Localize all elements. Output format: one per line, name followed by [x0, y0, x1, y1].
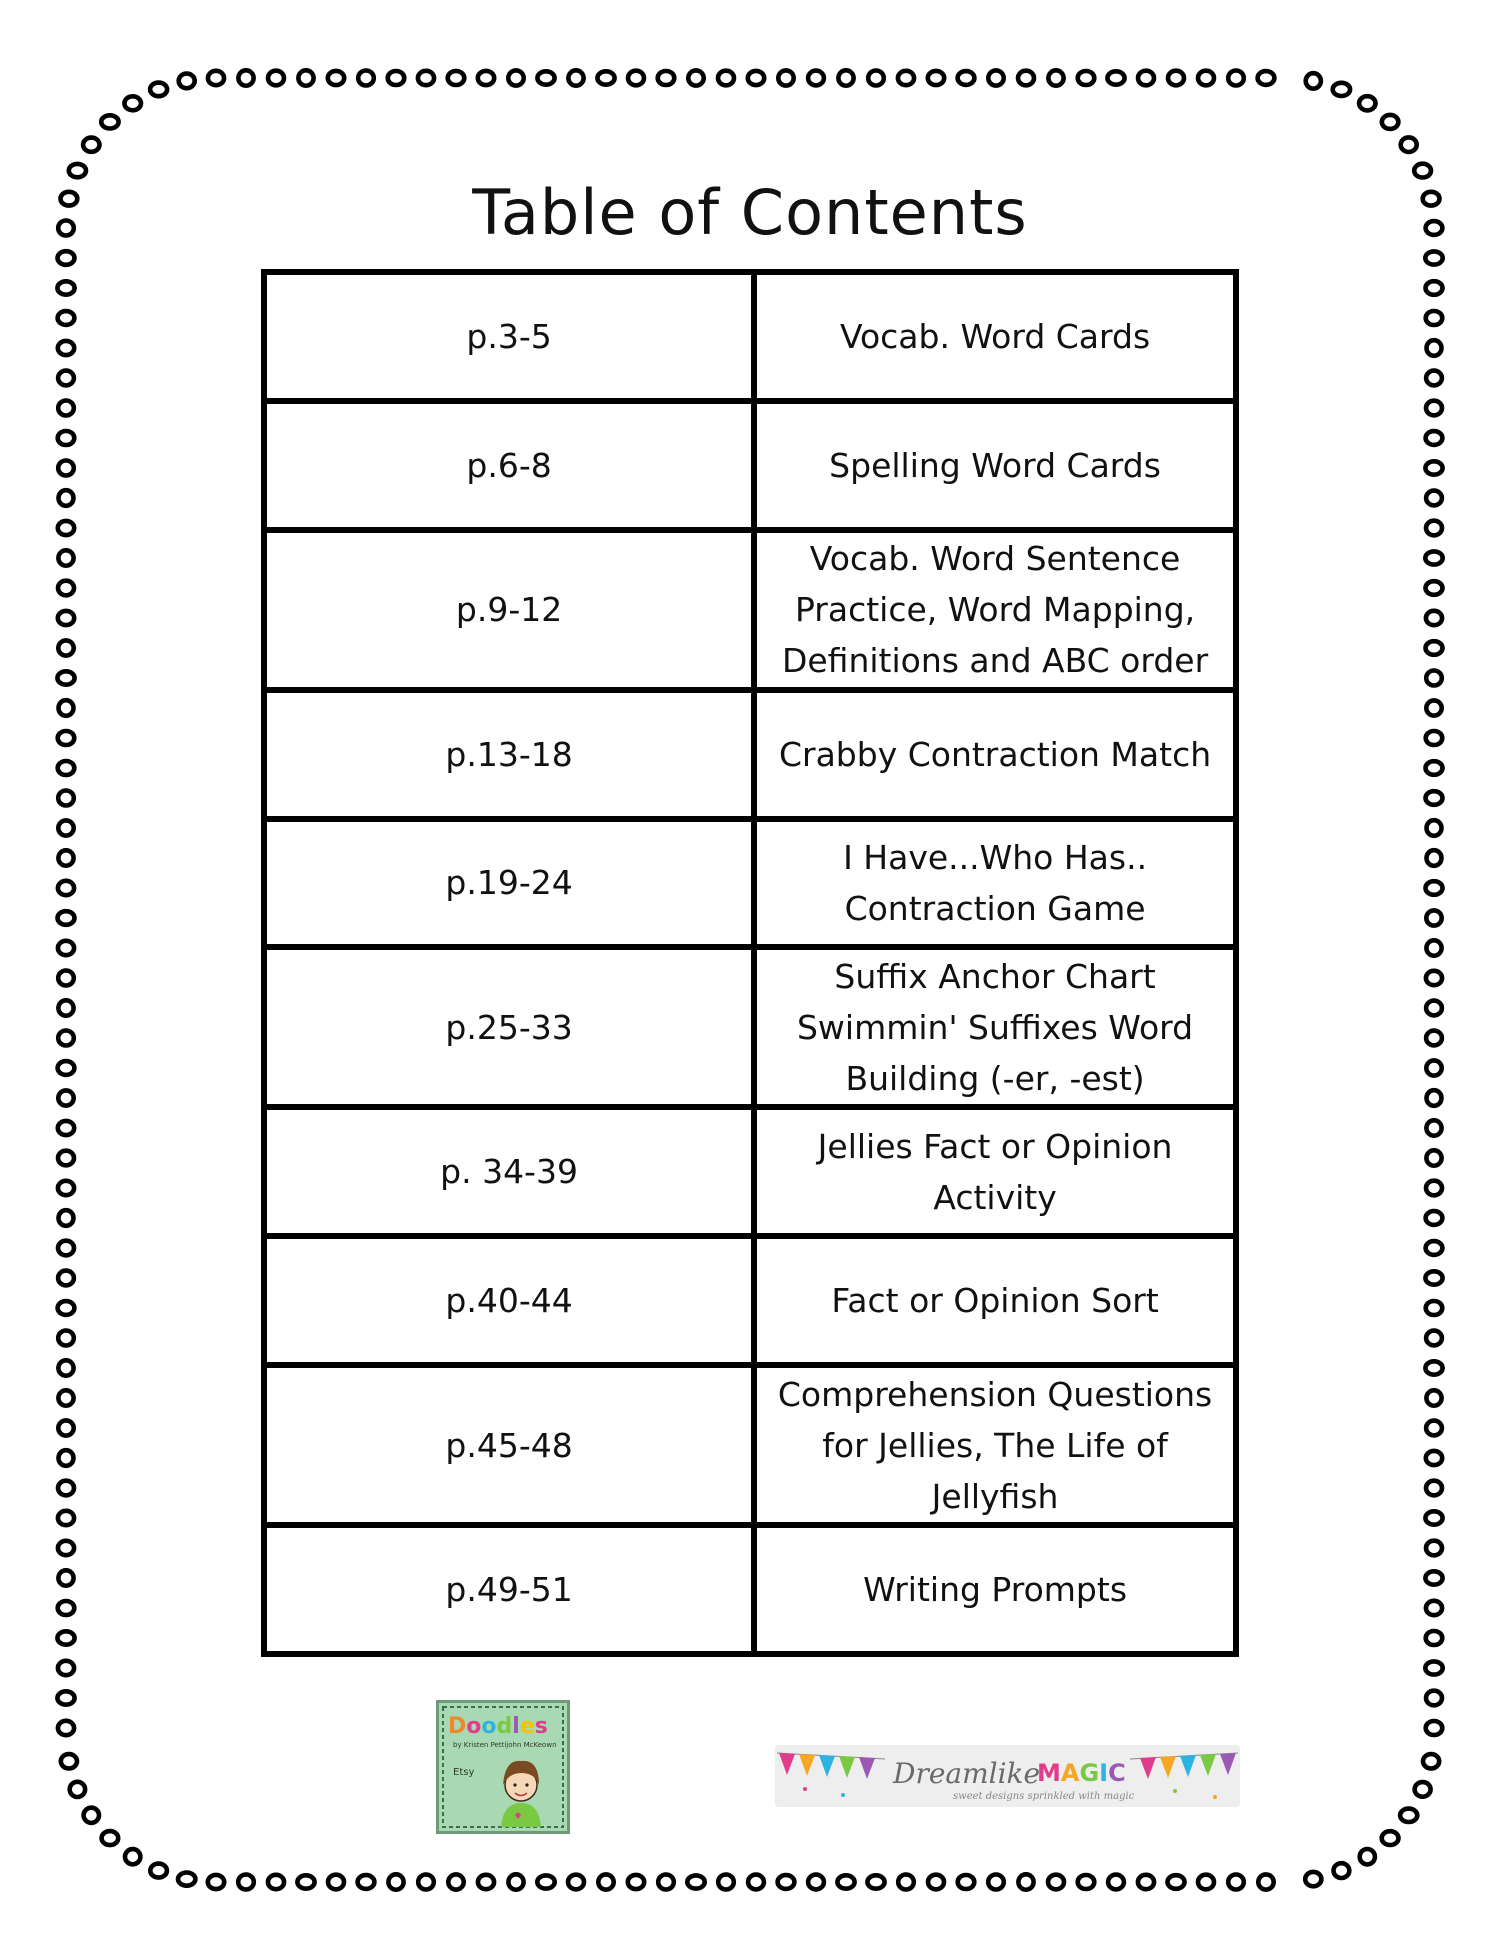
border-dot	[418, 1875, 434, 1890]
border-dot	[748, 71, 764, 85]
description-cell: Fact or Opinion Sort	[754, 1236, 1236, 1365]
border-dot	[58, 1241, 74, 1256]
border-dot	[1306, 73, 1321, 88]
border-dot	[358, 71, 374, 86]
border-dot	[58, 1151, 74, 1166]
border-dot	[1048, 70, 1063, 85]
border-dot	[1198, 1875, 1214, 1890]
border-dot	[298, 70, 313, 85]
border-dot	[58, 1481, 74, 1496]
border-dot	[1048, 1875, 1064, 1890]
border-dot	[58, 1000, 73, 1015]
border-dot	[179, 74, 195, 89]
border-dot	[1426, 401, 1442, 416]
border-dot	[537, 71, 554, 84]
border-dot	[1415, 1782, 1431, 1797]
border-dot	[1427, 1090, 1442, 1106]
description-cell: Spelling Word Cards	[754, 401, 1236, 530]
border-dot	[988, 1875, 1004, 1890]
border-dot	[1400, 1809, 1417, 1822]
description-cell: Writing Prompts	[754, 1525, 1236, 1654]
border-dot	[238, 1875, 254, 1890]
border-dot	[1426, 1721, 1443, 1735]
border-dot	[1108, 1875, 1124, 1890]
border-dot	[57, 1691, 74, 1704]
border-dot	[1426, 1421, 1442, 1436]
border-dot	[58, 1181, 74, 1195]
border-dot	[58, 1420, 73, 1435]
table-row	[264, 1525, 1236, 1654]
border-dot	[418, 71, 434, 85]
border-dot	[58, 1390, 73, 1405]
border-dot	[1426, 281, 1443, 295]
border-dot	[448, 1874, 463, 1889]
border-dot	[58, 971, 74, 986]
border-dot	[1426, 1691, 1442, 1706]
border-dot	[1426, 1181, 1442, 1196]
border-dot	[1426, 491, 1442, 506]
border-dot	[58, 1031, 74, 1046]
border-dot	[1426, 1211, 1443, 1225]
border-dot	[1426, 431, 1443, 445]
border-dot	[1426, 1481, 1442, 1496]
border-dot	[1018, 1874, 1033, 1889]
page-range-cell: p.3-5	[264, 272, 754, 401]
table-row	[264, 1236, 1236, 1365]
border-dot	[1426, 1001, 1442, 1016]
border-dot	[1427, 850, 1442, 866]
border-dot	[928, 71, 944, 85]
border-dot	[1426, 1120, 1441, 1135]
border-dot	[58, 761, 75, 775]
border-dot	[58, 1360, 73, 1375]
border-dot	[58, 1061, 75, 1075]
border-dot	[268, 1875, 284, 1889]
border-dot	[628, 71, 644, 86]
border-dot	[1138, 71, 1154, 86]
description-cell: Vocab. Word Sentence Practice, Word Mapping, Definitions and ABC order	[754, 530, 1236, 690]
border-dot	[1333, 83, 1350, 96]
border-dot	[1414, 164, 1431, 178]
svg-text:Doodles: Doodles	[448, 1714, 548, 1739]
svg-text:Etsy: Etsy	[453, 1767, 475, 1778]
border-dot	[688, 70, 703, 85]
border-dot	[58, 311, 75, 325]
page-range-cell: p.45-48	[264, 1365, 754, 1525]
table-row	[264, 530, 1236, 690]
border-dot	[268, 71, 284, 86]
border-dot	[1426, 1601, 1442, 1615]
border-dot	[1426, 1241, 1443, 1255]
border-dot	[150, 1864, 167, 1878]
border-dot	[658, 71, 675, 85]
border-dot	[1426, 521, 1442, 536]
border-dot	[58, 820, 73, 835]
page-range-cell: p.25-33	[264, 947, 754, 1107]
border-dot	[1426, 700, 1441, 715]
border-dot	[1359, 96, 1375, 110]
border-dot	[1426, 641, 1443, 655]
doodles-logo-art	[439, 1703, 567, 1831]
border-dot	[508, 1874, 523, 1889]
svg-text:MAGIC: MAGIC	[1037, 1759, 1126, 1787]
border-dot	[59, 490, 74, 506]
border-dot	[1425, 461, 1442, 474]
border-dot	[1426, 581, 1443, 595]
description-cell: I Have...Who Has.. Contraction Game	[754, 819, 1236, 948]
border-dot	[928, 1875, 944, 1890]
border-dot	[1107, 71, 1124, 84]
description-cell: Crabby Contraction Match	[754, 690, 1236, 819]
description-cell: Comprehension Questions for Jellies, The Life of Jellyfish	[754, 1365, 1236, 1525]
border-dot	[1382, 115, 1399, 129]
border-dot	[1426, 1390, 1441, 1405]
border-dot	[58, 1661, 74, 1675]
table-row	[264, 272, 1236, 401]
border-dot	[1426, 940, 1441, 955]
border-dot	[1426, 1301, 1443, 1315]
border-dot	[58, 431, 75, 445]
border-dot	[1427, 820, 1442, 836]
border-dot	[57, 1631, 74, 1644]
border-dot	[1078, 1875, 1095, 1889]
border-dot	[958, 71, 975, 85]
border-dot	[58, 1271, 74, 1286]
border-dot	[1425, 1361, 1442, 1374]
border-dot	[58, 640, 73, 655]
border-dot	[898, 1875, 914, 1890]
border-dot	[57, 671, 74, 684]
page-range-cell: p.49-51	[264, 1525, 754, 1654]
description-cell: Suffix Anchor Chart Swimmin' Suffixes Word Building (-er, -est)	[754, 947, 1236, 1107]
border-dot	[58, 251, 75, 265]
border-dot	[958, 1875, 975, 1889]
border-dot	[1426, 1541, 1442, 1556]
border-dot	[1426, 910, 1441, 925]
border-dot	[58, 1301, 75, 1315]
border-dot	[388, 1874, 403, 1889]
border-dot	[1426, 971, 1442, 985]
border-dot	[238, 70, 253, 85]
border-dot	[57, 281, 74, 294]
border-dot	[1426, 1060, 1441, 1075]
border-dot	[58, 1570, 73, 1585]
border-dot	[58, 461, 74, 476]
border-dot	[1382, 1831, 1399, 1845]
page-title: Table of Contents	[472, 176, 1028, 249]
table-row	[264, 1107, 1236, 1236]
border-dot	[837, 1875, 854, 1888]
svg-text:sweet designs sprinkled with m: sweet designs sprinkled with magic	[953, 1791, 1135, 1802]
border-dot	[537, 1875, 554, 1888]
description-cell: Vocab. Word Cards	[754, 272, 1236, 401]
border-dot	[1426, 371, 1442, 386]
border-dot	[1426, 881, 1443, 895]
border-dot	[59, 1450, 74, 1466]
border-dot	[58, 911, 75, 925]
border-dot	[58, 791, 74, 806]
border-dot	[124, 96, 141, 110]
border-dot	[1425, 251, 1442, 264]
border-dot	[58, 881, 74, 895]
border-dot	[84, 1808, 99, 1823]
border-dot	[58, 1511, 74, 1525]
dreamlike-magic-logo-art	[775, 1745, 1240, 1807]
border-dot	[1426, 311, 1443, 325]
page-range-cell: p.6-8	[264, 401, 754, 530]
page-range-cell: p.9-12	[264, 530, 754, 690]
border-dot	[778, 1875, 795, 1889]
border-dot	[58, 1331, 74, 1346]
page-range-cell: p.13-18	[264, 690, 754, 819]
border-dot	[1401, 137, 1417, 152]
border-dot	[687, 1875, 704, 1888]
border-dot	[1305, 1872, 1321, 1886]
border-dot	[808, 1875, 824, 1890]
border-dot	[58, 401, 74, 416]
svg-text:by Kristen Pettijohn McKeown: by Kristen Pettijohn McKeown	[453, 1741, 557, 1749]
border-dot	[1426, 1331, 1442, 1346]
border-dot	[1168, 71, 1184, 86]
border-dot	[58, 371, 74, 386]
border-dot	[1426, 761, 1443, 775]
border-dot	[1228, 71, 1244, 86]
border-dot	[59, 1210, 74, 1226]
border-dot	[1426, 1451, 1442, 1465]
border-dot	[150, 83, 167, 97]
border-dot	[1425, 1661, 1442, 1674]
border-dot	[58, 1541, 74, 1555]
border-dot	[101, 115, 118, 128]
page-range-cell: p.19-24	[264, 819, 754, 948]
border-dot	[1426, 1631, 1443, 1645]
border-dot	[358, 1875, 375, 1889]
border-dot	[808, 71, 824, 86]
border-dot	[1425, 1271, 1442, 1284]
border-dot	[778, 70, 793, 85]
doodles-logo	[436, 1700, 570, 1834]
border-dot	[125, 1849, 140, 1864]
border-dot	[208, 71, 224, 85]
border-dot	[59, 700, 74, 716]
border-dot	[988, 70, 1003, 85]
border-dot	[1334, 1863, 1350, 1878]
toc-table	[261, 269, 1239, 1657]
table-row	[264, 1365, 1236, 1525]
svg-text:Dreamlike: Dreamlike	[893, 1757, 1041, 1790]
border-dot	[1426, 611, 1442, 625]
border-dot	[70, 1782, 85, 1797]
border-dot	[102, 1831, 119, 1845]
border-dot	[867, 1875, 884, 1888]
border-dot	[83, 138, 99, 152]
border-dot	[1427, 340, 1442, 356]
border-dot	[58, 1601, 75, 1615]
border-dot	[658, 1875, 674, 1890]
border-dot	[1423, 1754, 1439, 1768]
border-dot	[328, 1875, 344, 1890]
border-dot	[838, 70, 853, 85]
dreamlike-magic-logo	[775, 1745, 1240, 1807]
border-dot	[748, 1875, 764, 1890]
border-dot	[1360, 1849, 1375, 1864]
border-dot	[388, 71, 405, 85]
table-row	[264, 947, 1236, 1107]
border-dot	[478, 1875, 494, 1889]
border-dot	[58, 581, 74, 596]
description-cell: Jellies Fact or Opinion Activity	[754, 1107, 1236, 1236]
border-dot	[1198, 71, 1214, 86]
border-dot	[58, 850, 73, 865]
border-dot	[208, 1875, 224, 1889]
border-dot	[1228, 1875, 1244, 1890]
border-dot	[178, 1873, 195, 1886]
border-dot	[1078, 71, 1095, 85]
border-dot	[58, 1090, 73, 1105]
border-dot	[448, 71, 465, 85]
border-dot	[1168, 1875, 1185, 1889]
border-dot	[478, 71, 494, 85]
table-row	[264, 401, 1236, 530]
border-dot	[58, 1721, 74, 1735]
border-dot	[628, 1875, 644, 1889]
border-dot	[1258, 1874, 1273, 1889]
border-dot	[718, 1875, 734, 1890]
border-dot	[568, 1875, 584, 1890]
border-dot	[718, 71, 734, 86]
border-dot	[568, 70, 583, 85]
table-row	[264, 819, 1236, 948]
border-dot	[1426, 1150, 1441, 1165]
border-dot	[1426, 731, 1443, 745]
border-dot	[898, 71, 914, 85]
table-row	[264, 690, 1236, 819]
page-range-cell: p. 34-39	[264, 1107, 754, 1236]
border-dot	[1426, 791, 1443, 805]
border-dot	[58, 550, 73, 565]
border-dot	[508, 70, 523, 85]
border-dot	[328, 71, 344, 85]
border-dot	[69, 164, 86, 177]
border-dot	[58, 731, 75, 745]
border-dot	[58, 341, 74, 355]
border-dot	[61, 1754, 77, 1768]
border-dot	[58, 941, 74, 955]
border-dot	[1018, 71, 1034, 86]
border-dot	[1425, 1571, 1442, 1584]
border-dot	[597, 71, 614, 84]
border-dot	[58, 611, 74, 625]
page-range-cell: p.40-44	[264, 1236, 754, 1365]
border-dot	[1138, 1875, 1154, 1889]
border-dot	[297, 1875, 314, 1888]
border-dot	[58, 521, 74, 535]
border-dot	[1426, 671, 1442, 686]
border-dot	[1426, 1031, 1442, 1046]
border-dot	[1425, 551, 1442, 564]
border-dot	[598, 1874, 613, 1889]
border-dot	[1425, 1511, 1442, 1524]
border-dot	[58, 1121, 74, 1135]
border-dot	[868, 71, 884, 86]
border-dot	[1258, 71, 1275, 85]
